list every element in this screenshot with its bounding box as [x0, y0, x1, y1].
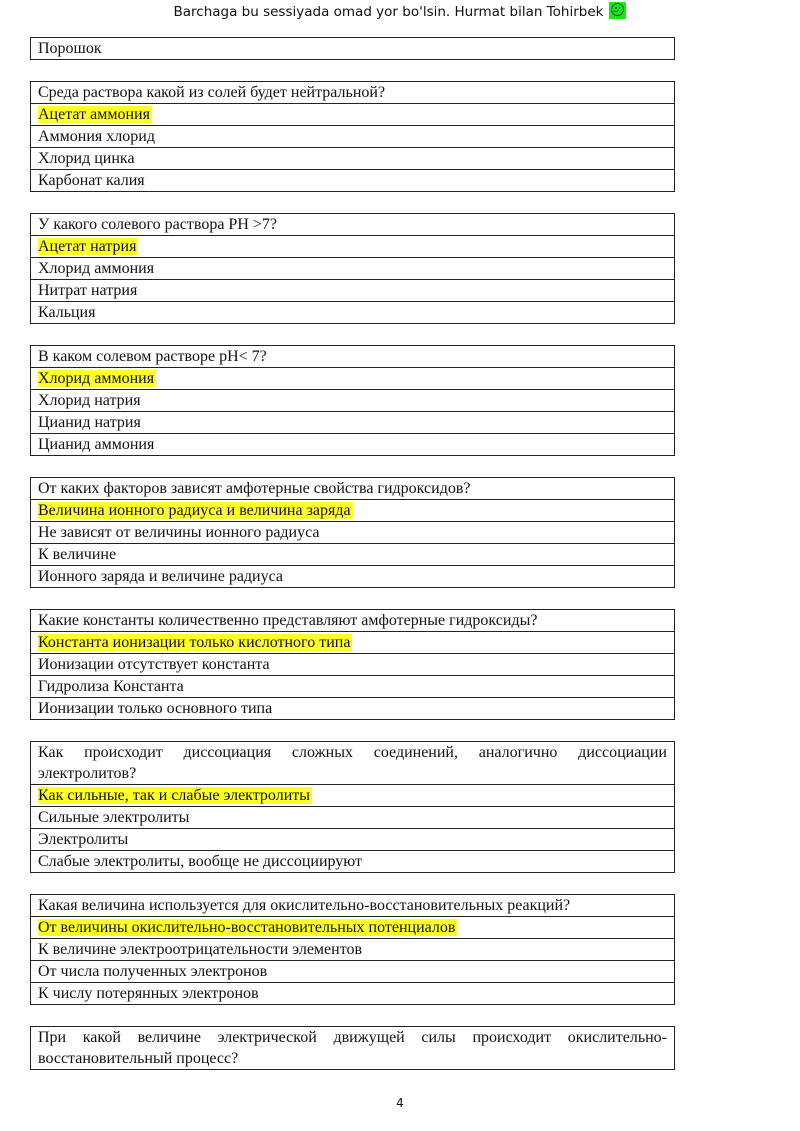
answer-option: Слабые электролиты, вообще не диссоциируют	[31, 851, 675, 873]
highlight: Ацетат натрия	[38, 238, 137, 255]
answer-option: Цианид аммония	[31, 434, 675, 456]
question-block	[30, 81, 675, 192]
question-text: У какого солевого раствора PH >7?	[31, 214, 675, 236]
correct-answer	[31, 500, 675, 522]
question-text: Как происходит диссоциация сложных соединений, аналогично диссоциации электролитов?	[31, 742, 675, 785]
top-block	[30, 37, 675, 60]
correct-answer	[31, 785, 675, 807]
question-text: Какие константы количественно представляют амфотерные гидроксиды?	[31, 610, 675, 632]
highlight: Как сильные, так и слабые электролиты	[38, 787, 310, 804]
top-row-text: Порошок	[31, 38, 675, 60]
question-text: Какая величина используется для окислительно-восстановительных реакций?	[31, 895, 675, 917]
question-block	[30, 894, 675, 1005]
answer-option: Не зависят от величины ионного радиуса	[31, 522, 675, 544]
smiley-icon	[609, 2, 626, 19]
answer-option: Гидролиза Константа	[31, 676, 675, 698]
question-text: От каких факторов зависят амфотерные свойства гидроксидов?	[31, 478, 675, 500]
highlight: От величины окислительно-восстановительных потенциалов	[38, 919, 456, 936]
answer-option: Нитрат натрия	[31, 280, 675, 302]
answer-option: К числу потерянных электронов	[31, 983, 675, 1005]
question-block	[30, 213, 675, 324]
question-text: В каком солевом растворе pH< 7?	[31, 346, 675, 368]
answer-option: К величине электроотрицательности элементов	[31, 939, 675, 961]
answer-option: Ионизации отсутствует константа	[31, 654, 675, 676]
page-number: 4	[396, 1096, 404, 1110]
answer-option: Хлорид аммония	[31, 258, 675, 280]
question-text: При какой величине электрической движущей силы происходит окислительно-восстановительный процесс?	[31, 1027, 675, 1070]
question-block	[30, 1026, 675, 1070]
answer-option: Аммония хлорид	[31, 126, 675, 148]
highlight: Величина ионного радиуса и величина заряда	[38, 502, 351, 519]
header-text: Barchaga bu sessiyada omad yor bo'lsin. Hurmat bilan Tohirbek	[173, 4, 604, 20]
highlight: Константа ионизации только кислотного типа	[38, 634, 351, 651]
question-block	[30, 477, 675, 588]
answer-option: Ионизации только основного типа	[31, 698, 675, 720]
answer-option: Карбонат калия	[31, 170, 675, 192]
correct-answer	[31, 917, 675, 939]
question-block	[30, 741, 675, 873]
answer-option: Хлорид цинка	[31, 148, 675, 170]
correct-answer	[31, 236, 675, 258]
answer-option: Хлорид натрия	[31, 390, 675, 412]
question-list	[30, 37, 675, 1091]
page-header	[0, 2, 800, 22]
answer-option: Кальция	[31, 302, 675, 324]
answer-option: От числа полученных электронов	[31, 961, 675, 983]
answer-option: Сильные электролиты	[31, 807, 675, 829]
question-text: Среда раствора какой из солей будет нейтральной?	[31, 82, 675, 104]
correct-answer	[31, 104, 675, 126]
correct-answer	[31, 368, 675, 390]
answer-option: К величине	[31, 544, 675, 566]
question-block	[30, 345, 675, 456]
correct-answer	[31, 632, 675, 654]
answer-option: Цианид натрия	[31, 412, 675, 434]
answer-option: Электролиты	[31, 829, 675, 851]
highlight: Хлорид аммония	[38, 370, 155, 387]
question-block	[30, 609, 675, 720]
answer-option: Ионного заряда и величине радиуса	[31, 566, 675, 588]
highlight: Ацетат аммония	[38, 106, 150, 123]
